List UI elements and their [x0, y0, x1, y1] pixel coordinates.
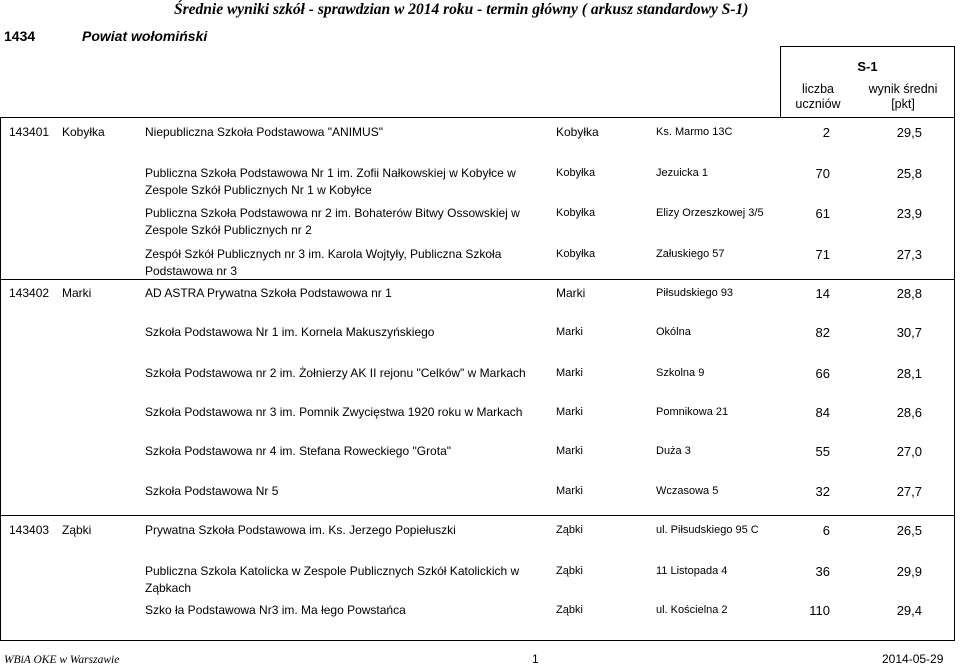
header-count-1: liczba — [802, 82, 834, 96]
row-count: 61 — [815, 206, 830, 221]
row-city: Kobyłka — [556, 207, 596, 219]
page-title: Średnie wyniki szkół - sprawdzian w 2014 roku - termin główny ( arkusz standardowy S-1) — [174, 1, 749, 18]
row-count: 71 — [815, 247, 830, 262]
row-address: Okólna — [656, 326, 691, 338]
row-address: Ks. Marmo 13C — [656, 126, 733, 138]
table-border-right — [954, 46, 955, 641]
row-avg: 29,5 — [896, 125, 922, 140]
row-code: 143403 — [9, 523, 50, 537]
row-school: Szkoła Podstawowa Nr 1 im. Kornela Makuszyńskiego — [145, 325, 435, 339]
row-school: AD ASTRA Prywatna Szkoła Podstawowa nr 1 — [145, 286, 392, 300]
row-address: Duża 3 — [656, 445, 691, 457]
row-avg: 25,8 — [896, 166, 922, 181]
row-city: Marki — [556, 286, 586, 300]
row-school: Prywatna Szkoła Podstawowa im. Ks. Jerzego Popiełuszki — [145, 523, 456, 537]
page-number: 1 — [532, 652, 539, 666]
group-divider — [0, 515, 955, 516]
row-city: Ząbki — [556, 524, 583, 536]
row-school: Publiczna Szkola Katolicka w Zespole Publicznych Szkół Katolickich w Ząbkach — [145, 564, 520, 595]
row-avg: 28,1 — [896, 366, 922, 381]
header-group: S-1 — [857, 59, 878, 74]
table-border-left — [0, 117, 1, 641]
district-code: 1434 — [4, 28, 36, 44]
row-avg: 28,6 — [896, 405, 922, 420]
row-count: 110 — [809, 603, 830, 618]
row-avg: 30,7 — [896, 325, 922, 340]
row-address: 11 Listopada 4 — [656, 565, 728, 577]
row-city: Marki — [556, 326, 583, 338]
row-school: Niepubliczna Szkoła Podstawowa "ANIMUS" — [145, 125, 383, 139]
row-count: 36 — [815, 564, 830, 579]
row-code: 143402 — [9, 286, 50, 300]
row-gmina: Kobyłka — [62, 125, 105, 139]
row-code: 143401 — [9, 125, 50, 139]
row-count: 84 — [815, 405, 830, 420]
row-city: Marki — [556, 485, 583, 497]
row-school: Publiczna Szkoła Podstawowa nr 2 im. Bohaterów Bitwy Ossowskiej w Zespole Szkół Publicznych nr 2 — [145, 206, 520, 237]
row-city: Marki — [556, 406, 583, 418]
row-avg: 27,0 — [896, 444, 922, 459]
row-count: 82 — [815, 325, 830, 340]
table-border-bottom — [0, 640, 955, 641]
row-count: 32 — [815, 484, 830, 499]
row-avg: 29,4 — [896, 603, 922, 618]
row-address: Szkolna 9 — [656, 367, 705, 379]
row-count: 2 — [822, 125, 830, 140]
row-gmina: Ząbki — [62, 523, 92, 537]
row-address: ul. Piłsudskiego 95 C — [656, 524, 759, 536]
row-city: Ząbki — [556, 565, 583, 577]
row-address: Jezuicka 1 — [656, 167, 708, 179]
row-count: 66 — [815, 366, 830, 381]
row-count: 70 — [815, 166, 830, 181]
row-school: Szkoła Podstawowa nr 4 im. Stefana Roweckiego "Grota" — [145, 444, 451, 458]
row-school: Szkoła Podstawowa Nr 5 — [145, 484, 279, 498]
row-school: Szkoła Podstawowa nr 2 im. Żołnierzy AK II rejonu "Celków" w Markach — [145, 366, 526, 380]
row-school: Zespół Szkół Publicznych nr 3 im. Karola Wojtyły, Publiczna Szkoła Podstawowa nr 3 — [145, 247, 502, 278]
row-school: Publiczna Szkoła Podstawowa Nr 1 im. Zofii Nałkowskiej w Kobyłce w Zespole Szkół Publicznych Nr 1 w Kobyłce — [145, 166, 516, 197]
table-border-top — [0, 117, 955, 118]
row-school: Szko ła Podstawowa Nr3 im. Ma łego Powstańca — [145, 603, 406, 617]
header-avg-1: wynik średni — [868, 82, 938, 96]
row-city: Ząbki — [556, 604, 583, 616]
row-avg: 23,9 — [896, 206, 922, 221]
header-avg-2: [pkt] — [891, 97, 915, 111]
footer-organization: WBiA OKE w Warszawie — [4, 654, 120, 666]
row-avg: 29,9 — [896, 564, 922, 579]
row-address: Wczasowa 5 — [656, 485, 719, 497]
district-name: Powiat wołomiński — [82, 28, 208, 44]
row-count: 14 — [815, 286, 830, 301]
row-count: 55 — [815, 444, 830, 459]
row-city: Marki — [556, 445, 583, 457]
row-avg: 27,3 — [896, 247, 922, 262]
row-city: Kobyłka — [556, 167, 596, 179]
row-city: Kobyłka — [556, 125, 599, 139]
row-address: ul. Kościelna 2 — [656, 604, 728, 616]
row-count: 6 — [822, 523, 830, 538]
row-address: Załuskiego 57 — [656, 248, 725, 260]
row-avg: 28,8 — [896, 286, 922, 301]
row-avg: 26,5 — [896, 523, 922, 538]
row-gmina: Marki — [62, 286, 92, 300]
row-address: Piłsudskiego 93 — [656, 287, 734, 299]
row-address: Pomnikowa 21 — [656, 406, 729, 418]
row-city: Kobyłka — [556, 248, 596, 260]
header-count-2: uczniów — [795, 97, 841, 111]
row-school: Szkoła Podstawowa nr 3 im. Pomnik Zwycięstwa 1920 roku w Markach — [145, 405, 523, 419]
row-city: Marki — [556, 367, 583, 379]
footer-date: 2014-05-29 — [882, 652, 944, 666]
row-avg: 27,7 — [896, 484, 922, 499]
row-address: Elizy Orzeszkowej 3/5 — [656, 207, 764, 219]
